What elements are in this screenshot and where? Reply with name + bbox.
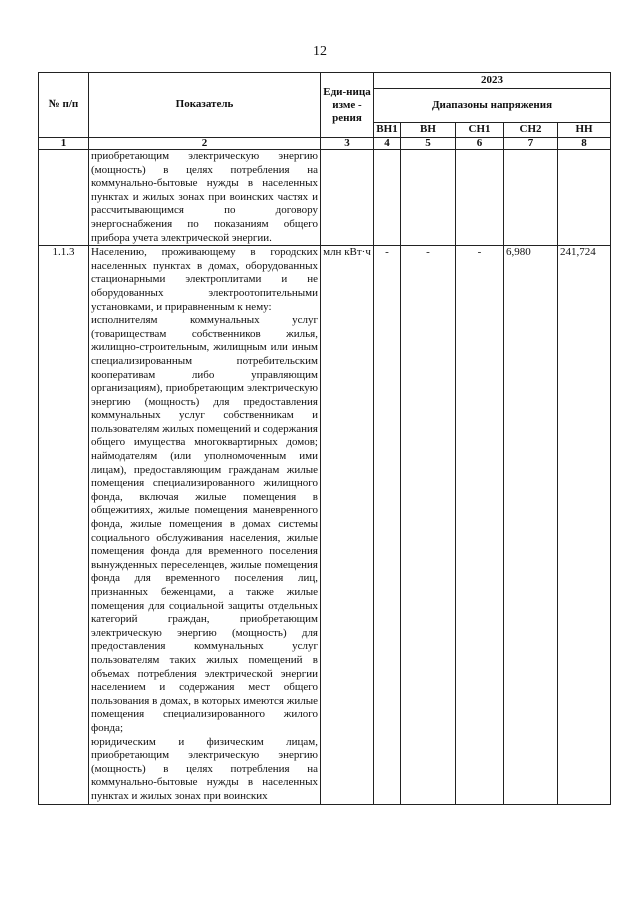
index-8: 8 <box>558 138 611 150</box>
row-value-sn1 <box>456 150 504 246</box>
tariff-table <box>38 72 611 805</box>
header-year: 2023 <box>374 73 611 89</box>
row-unit: млн кВт·ч <box>321 246 374 804</box>
row-value-vn: - <box>401 246 456 804</box>
header-range-nn: НН <box>558 123 611 138</box>
index-7: 7 <box>504 138 558 150</box>
header-ranges: Диапазоны напряжения <box>374 89 611 123</box>
index-4: 4 <box>374 138 401 150</box>
row-number <box>39 150 89 246</box>
header-range-vn1: ВН1 <box>374 123 401 138</box>
row-unit <box>321 150 374 246</box>
header-num: № п/п <box>39 73 89 138</box>
row-value-nn <box>558 150 611 246</box>
header-unit: Еди-ница изме - рения <box>321 73 374 138</box>
header-indicator: Показатель <box>89 73 321 138</box>
row-paragraph: юридическим и физическим лицам, приобретающим электрическую энергию (мощность) в целях потребления на коммунально-бытовые нужды в населенных пунктах и жилых зонах при воинских <box>91 735 318 802</box>
row-value-vn1 <box>374 150 401 246</box>
row-paragraph: Населению, проживающему в городских населенных пунктах в домах, оборудованных стационарными электроплитами и не оборудованных электроотопительными установками, и приравненным к нему: <box>91 246 318 313</box>
table-row <box>39 150 611 246</box>
page-number: 12 <box>313 44 327 59</box>
row-indicator-text <box>89 246 321 804</box>
header-range-sn1: СН1 <box>456 123 504 138</box>
header-range-vn: ВН <box>401 123 456 138</box>
row-value-vn1: - <box>374 246 401 804</box>
row-value-sn2: 6,980 <box>504 246 558 804</box>
table-row <box>39 246 611 804</box>
row-indicator-text: приобретающим электрическую энергию (мощность) в целях потребления на коммунально-бытовые нужды в населенных пунктах и жилых зонах при воинских частях и рассчитывающимся по договору энергоснабжения по показаниям общего прибора учета электрической энергии. <box>89 150 321 246</box>
row-paragraph: исполнителям коммунальных услуг (товариществам собственников жилья, жилищно-строительным, жилищным или иным специализированным потребительским кооперативам либо управляющим организациям), приобретающим электрическую энергию (мощность) для предоставления коммунальных услуг собственникам и пользователям жилых помещений и содержания общего имущества многоквартирных домов; наймодателям (или уполномоченным ими лицам), предоставляющим гражданам жилые помещения специализированного жилищного фонда, включая жилые помещения в общежитиях, жилые помещения маневренного фонда, жилые помещения в домах системы социального обслуживания населения, жилые помещения фонда для временного поселения вынужденных переселенцев, жилые помещения фонда для временного поселения лиц, признанных беженцами, а также жилые помещения для социальной защиты отдельных категорий граждан, приобретающим электрическую энергию (мощность) для предоставления коммунальных услуг пользователям таких жилых помещений в объемах потребления электрической энергии населением и содержания мест общего пользования в домах, в которых имеются жилые помещения специализированного жилого фонда; <box>91 314 318 734</box>
column-index-row <box>39 138 611 150</box>
index-6: 6 <box>456 138 504 150</box>
row-value-sn1: - <box>456 246 504 804</box>
index-5: 5 <box>401 138 456 150</box>
index-3: 3 <box>321 138 374 150</box>
row-value-vn <box>401 150 456 246</box>
row-value-sn2 <box>504 150 558 246</box>
row-number: 1.1.3 <box>39 246 89 804</box>
index-1: 1 <box>39 138 89 150</box>
header-range-sn2: СН2 <box>504 123 558 138</box>
row-value-nn: 241,724 <box>558 246 611 804</box>
index-2: 2 <box>89 138 321 150</box>
